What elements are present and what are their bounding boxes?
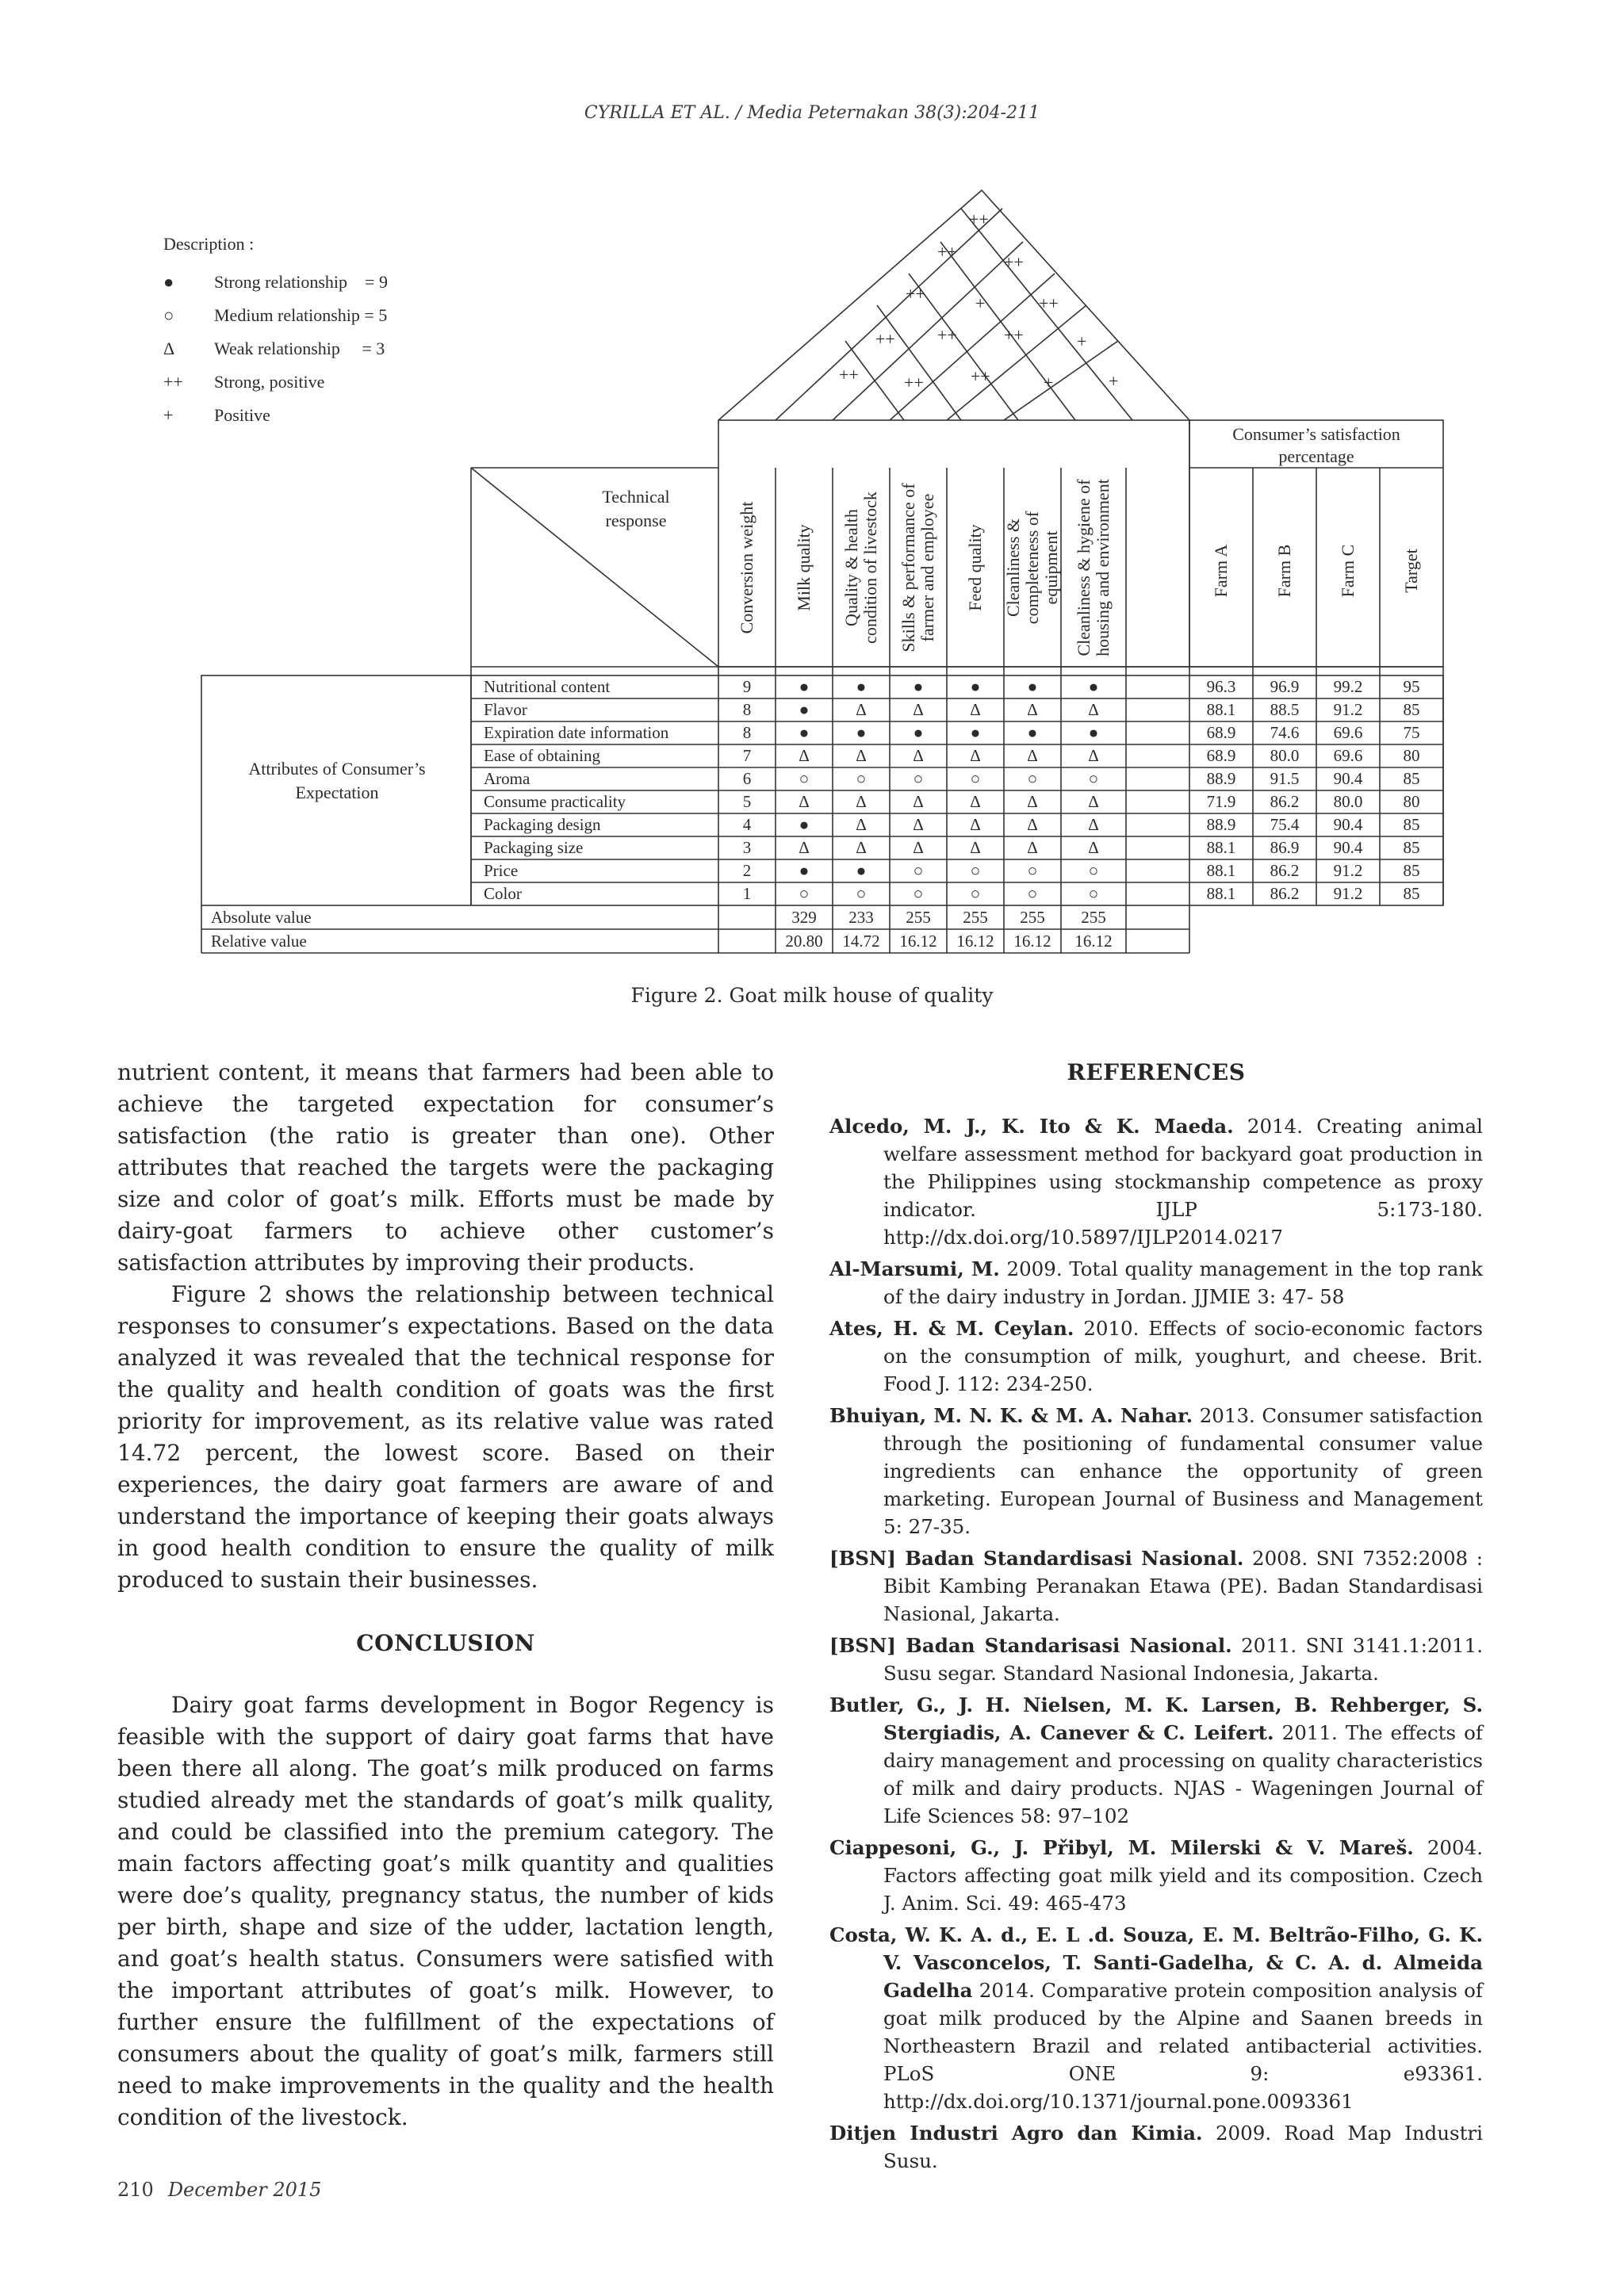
attribute-name: Nutritional content xyxy=(484,677,611,696)
reference-item xyxy=(829,1691,1483,1830)
col-header-equipment: Cleanliness & completeness of equipment xyxy=(1003,511,1061,625)
figure-caption: Figure 2. Goat milk house of quality xyxy=(630,984,994,1007)
weight-cell: 5 xyxy=(742,792,752,811)
relationship-cell: ● xyxy=(1027,677,1038,696)
relationship-cell: Δ xyxy=(856,815,867,834)
reference-item xyxy=(829,1544,1483,1628)
relationship-cell: Δ xyxy=(856,792,867,811)
farm-a-cell: 88.1 xyxy=(1206,884,1236,903)
relationship-cell: ○ xyxy=(970,884,981,903)
reference-authors: [BSN] Badan Standardisasi Nasional. xyxy=(829,1547,1244,1570)
roof-mark: ++ xyxy=(1004,252,1024,272)
farm-b-cell: 86.9 xyxy=(1270,838,1300,857)
roof-mark: + xyxy=(1109,371,1119,391)
relationship-cell: Δ xyxy=(1027,838,1038,857)
relationship-cell: Δ xyxy=(913,815,924,834)
absolute-value-cell: 255 xyxy=(1020,908,1045,927)
absolute-value-cell: 255 xyxy=(963,908,988,927)
weight-cell: 1 xyxy=(742,884,752,903)
target-cell: 85 xyxy=(1403,815,1420,834)
col-header-target: Target xyxy=(1401,549,1421,593)
reference-details: 2010. Effects of socio-economic factors on the consumption of milk, youghurt, and cheese. Brit. Food J. 112: 234-250. xyxy=(883,1317,1483,1395)
reference-authors: Ates, H. & M. Ceylan. xyxy=(829,1317,1074,1340)
attributes-label: Attributes of Consumer’s Expectation xyxy=(248,759,426,802)
attribute-name: Expiration date information xyxy=(484,723,669,742)
relationship-cell: ○ xyxy=(799,884,810,903)
farm-c-cell: 99.2 xyxy=(1333,677,1363,696)
roof-mark: ++ xyxy=(875,329,895,349)
relative-value-cell: 16.12 xyxy=(1074,932,1113,951)
farm-b-cell: 74.6 xyxy=(1270,723,1300,742)
farm-a-cell: 68.9 xyxy=(1206,746,1236,765)
farm-c-cell: 91.2 xyxy=(1333,884,1363,903)
relationship-cell: Δ xyxy=(1088,792,1099,811)
target-cell: 75 xyxy=(1403,723,1420,742)
relationship-cell: ● xyxy=(1088,677,1099,696)
target-cell: 80 xyxy=(1403,792,1420,811)
relationship-cell: Δ xyxy=(970,838,981,857)
table-row xyxy=(0,836,1624,859)
farm-b-cell: 86.2 xyxy=(1270,861,1300,880)
legend-text: Medium relationship = 5 xyxy=(214,305,388,325)
relationship-cell: ● xyxy=(799,815,810,834)
conclusion-paragraph: Dairy goat farms development in Bogor Regency is feasible with the support of dairy goat farms that have been there all along. The goat’s milk produced on farms studied already met the standards of goat’s milk quality, and could be classified into the premium category. The main factors affecting goat’s milk quantity and qualities were doe’s quality, pregnancy status, the number of kids per birth, shape and size of the udder, lactation length, and goat’s health status. Consumers were satisfied with the important attributes of goat’s milk. However, to further ensure the fulfillment of the expectations of consumers about the quality of goat’s milk, farmers still need to make improvements in the quality and the health condition of the livestock. xyxy=(117,1692,774,2130)
farm-b-cell: 86.2 xyxy=(1270,884,1300,903)
relationship-cell: Δ xyxy=(913,792,924,811)
relationship-cell: Δ xyxy=(1088,746,1099,765)
farm-a-cell: 88.1 xyxy=(1206,838,1236,857)
relationship-cell: Δ xyxy=(913,700,924,719)
relative-value-cell: 16.12 xyxy=(956,932,994,951)
weak-relationship-symbol: Δ xyxy=(163,339,175,358)
attribute-name: Packaging design xyxy=(484,815,601,834)
weight-cell: 8 xyxy=(742,700,752,719)
relationship-cell: ● xyxy=(1027,723,1038,742)
reference-item xyxy=(829,1112,1483,1251)
table-row xyxy=(0,767,1624,790)
farm-a-cell: 68.9 xyxy=(1206,723,1236,742)
relationship-cell: Δ xyxy=(1027,815,1038,834)
col-header-farm-b: Farm B xyxy=(1274,544,1294,598)
page-number: 210 xyxy=(117,2179,154,2201)
farm-a-cell: 96.3 xyxy=(1206,677,1236,696)
table-row xyxy=(0,675,1624,698)
legend-text: Positive xyxy=(214,405,270,425)
reference-details: 2009. Road Map Industri Susu. xyxy=(883,2122,1483,2172)
farm-b-cell: 88.5 xyxy=(1270,700,1300,719)
relationship-cell: Δ xyxy=(799,838,810,857)
roof-mark: ++ xyxy=(906,284,925,304)
reference-authors: Bhuiyan, M. N. K. & M. A. Nahar. xyxy=(829,1404,1193,1427)
farm-c-cell: 91.2 xyxy=(1333,861,1363,880)
relationship-cell: ● xyxy=(799,677,810,696)
relationship-cell: Δ xyxy=(856,700,867,719)
reference-authors: Ditjen Industri Agro dan Kimia. xyxy=(829,2122,1203,2145)
farm-c-cell: 69.6 xyxy=(1333,746,1363,765)
attribute-name: Flavor xyxy=(484,700,527,719)
reference-details: 2009. Total quality management in the top rank of the dairy industry in Jordan. JJMIE 3: 47- 58 xyxy=(883,1257,1483,1308)
relationship-cell: Δ xyxy=(913,838,924,857)
col-header-farm-c: Farm C xyxy=(1338,544,1358,598)
reference-details: 2014. Creating animal welfare assessment method for backyard goat production in the Philippines using stockmanship competence as proxy indicator. IJLP 5:173-180. http://dx.doi.org/10.5897/IJLP2014.0217 xyxy=(883,1115,1483,1249)
reference-authors: Butler, G., J. H. Nielsen, M. K. Larsen, B. Rehberger, S. Stergiadis, A. Canever & C. Leifert. xyxy=(829,1693,1483,1744)
roof-mark: ++ xyxy=(1004,325,1024,345)
relationship-cell: Δ xyxy=(1088,815,1099,834)
positive-symbol: + xyxy=(163,405,174,425)
weight-cell: 6 xyxy=(742,769,752,788)
target-cell: 85 xyxy=(1403,838,1420,857)
farm-a-cell: 88.1 xyxy=(1206,700,1236,719)
references-heading: REFERENCES xyxy=(1067,1059,1246,1085)
relative-value-cell: 16.12 xyxy=(899,932,937,951)
relationship-cell: ● xyxy=(799,700,810,719)
col-header-livestock: Quality & health condition of livestock xyxy=(841,492,880,644)
relationship-cell: ● xyxy=(856,677,867,696)
absolute-value-cell: 329 xyxy=(791,908,817,927)
reference-details: 2008. SNI 7352:2008 : Bibit Kambing Peranakan Etawa (PE). Badan Standardisasi Nasional, Jakarta. xyxy=(883,1547,1483,1625)
relationship-cell: Δ xyxy=(970,815,981,834)
table-row xyxy=(0,721,1624,744)
relationship-cell: ● xyxy=(856,723,867,742)
attribute-name: Color xyxy=(484,884,522,903)
target-cell: 80 xyxy=(1403,746,1420,765)
reference-authors: Al-Marsumi, M. xyxy=(829,1257,1000,1280)
farm-c-cell: 90.4 xyxy=(1333,815,1363,834)
reference-item xyxy=(829,2119,1483,2175)
relationship-cell: Δ xyxy=(1027,700,1038,719)
relationship-cell: Δ xyxy=(970,746,981,765)
col-header-milk: Milk quality xyxy=(794,524,814,611)
technical-response-label: Technical response xyxy=(602,487,670,530)
relationship-cell: ● xyxy=(799,723,810,742)
relationship-cell: Δ xyxy=(970,700,981,719)
target-cell: 95 xyxy=(1403,677,1420,696)
strong-relationship-symbol: ● xyxy=(163,272,174,292)
attribute-name: Consume practicality xyxy=(484,792,626,811)
table-row xyxy=(0,744,1624,767)
reference-item xyxy=(829,1834,1483,1917)
relationship-cell: ○ xyxy=(970,769,981,788)
table-row xyxy=(0,882,1624,905)
farm-c-cell: 69.6 xyxy=(1333,723,1363,742)
relationship-cell: ● xyxy=(970,723,981,742)
relative-value-cell: 16.12 xyxy=(1013,932,1051,951)
roof-mark: ++ xyxy=(1039,293,1059,313)
relationship-cell: ○ xyxy=(913,861,924,880)
farm-a-cell: 88.1 xyxy=(1206,861,1236,880)
relationship-cell: Δ xyxy=(1027,746,1038,765)
reference-item xyxy=(829,1402,1483,1540)
table-row xyxy=(0,790,1624,813)
relationship-cell: Δ xyxy=(970,792,981,811)
attribute-name: Packaging size xyxy=(484,838,584,857)
roof-mark: ++ xyxy=(937,325,957,345)
absolute-value-row xyxy=(0,906,1624,929)
roof-mark: ++ xyxy=(937,242,957,262)
relationship-cell: ● xyxy=(856,861,867,880)
relationship-cell: ○ xyxy=(1027,769,1038,788)
absolute-value-cell: 233 xyxy=(848,908,874,927)
body-paragraph: nutrient content, it means that farmers had been able to achieve the targeted expectation for consumer’s satisfaction (the ratio is greater than one). Other attributes that reached the targets were the packaging size and color of goat’s milk. Efforts must be made by dairy-goat farmers to achieve other customer’s satisfaction attributes by improving their products. xyxy=(117,1059,774,1276)
reference-authors: Alcedo, M. J., K. Ito & K. Maeda. xyxy=(829,1115,1234,1138)
reference-item xyxy=(829,1632,1483,1687)
relationship-cell: ○ xyxy=(1088,884,1099,903)
roof-mark: + xyxy=(1077,331,1087,351)
roof-mark: + xyxy=(975,293,986,313)
relationship-cell: Δ xyxy=(856,746,867,765)
absolute-value-cell: 255 xyxy=(906,908,931,927)
relationship-cell: Δ xyxy=(1088,838,1099,857)
col-header-skills: Skills & performance of farmer and employee xyxy=(898,483,937,652)
farm-c-cell: 91.2 xyxy=(1333,700,1363,719)
relationship-cell: Δ xyxy=(1088,700,1099,719)
relationship-cell: Δ xyxy=(856,838,867,857)
satisfaction-header: Consumer’s satisfaction percentage xyxy=(1232,424,1400,466)
farm-b-cell: 86.2 xyxy=(1270,792,1300,811)
farm-a-cell: 71.9 xyxy=(1206,792,1236,811)
relationship-cell: ○ xyxy=(799,769,810,788)
weight-cell: 2 xyxy=(742,861,752,880)
legend-text: Weak relationship = 3 xyxy=(214,339,385,358)
weight-cell: 7 xyxy=(742,746,752,765)
relationship-cell: Δ xyxy=(799,746,810,765)
relationship-cell: ● xyxy=(913,677,924,696)
body-paragraph: Figure 2 shows the relationship between technical responses to consumer’s expectations. Based on the data analyzed it was revealed that the technical response for the quality and health condition of goats was the first priority for improvement, as its relative value was rated 14.72 percent, the lowest score. Based on their experiences, the dairy goat farmers are aware of and understand the importance of keeping their goats always in good health condition to ensure the quality of milk produced to sustain their businesses. xyxy=(117,1281,774,1593)
relationship-cell: ○ xyxy=(1088,769,1099,788)
relationship-cell: ○ xyxy=(1027,861,1038,880)
weight-cell: 3 xyxy=(742,838,752,857)
left-column xyxy=(117,1057,774,2133)
target-cell: 85 xyxy=(1403,700,1420,719)
weight-cell: 9 xyxy=(742,677,752,696)
farm-c-cell: 90.4 xyxy=(1333,838,1363,857)
roof-mark: ++ xyxy=(971,366,990,386)
roof-mark: ++ xyxy=(904,373,924,392)
reference-details: 2004. Factors affecting goat milk yield and its composition. Czech J. Anim. Sci. 49: 465-473 xyxy=(883,1836,1483,1915)
running-head: CYRILLA ET AL. / Media Peternakan 38(3):204-211 xyxy=(584,103,1040,123)
attribute-name: Price xyxy=(484,861,519,880)
reference-details: 2011. SNI 3141.1:2011. Susu segar. Standard Nasional Indonesia, Jakarta. xyxy=(883,1634,1483,1685)
relationship-cell: ● xyxy=(970,677,981,696)
target-cell: 85 xyxy=(1403,769,1420,788)
farm-b-cell: 96.9 xyxy=(1270,677,1300,696)
legend-text: Strong relationship = 9 xyxy=(214,272,388,292)
relationship-cell: ○ xyxy=(1027,884,1038,903)
col-header-housing: Cleanliness & hygiene of housing and environment xyxy=(1074,479,1113,656)
reference-details: 2013. Consumer satisfaction through the positioning of fundamental consumer value ingredients can enhance the opportunity of green marketing. European Journal of Business and Management 5: 27-35. xyxy=(883,1404,1483,1538)
col-header-weight: Conversion weight xyxy=(737,501,756,634)
legend-title: Description : xyxy=(163,234,255,254)
relationship-cell: ● xyxy=(913,723,924,742)
col-header-farm-a: Farm A xyxy=(1211,544,1231,598)
reference-item xyxy=(829,1921,1483,2115)
farm-b-cell: 80.0 xyxy=(1270,746,1300,765)
reference-details: 2011. The effects of dairy management and processing on quality characteristics of milk and dairy products. NJAS - Wageningen Journal of Life Sciences 58: 97–102 xyxy=(883,1721,1483,1827)
farm-b-cell: 91.5 xyxy=(1270,769,1300,788)
table-row xyxy=(0,859,1624,882)
reference-details: 2014. Comparative protein composition analysis of goat milk produced by the Alpine and Saanen breeds in Northeastern Brazil and related antibacterial activities. PLoS ONE 9: e93361. http://dx.doi.org/10.1371/journal.pone.0093361 xyxy=(883,1979,1483,2113)
target-cell: 85 xyxy=(1403,861,1420,880)
farm-b-cell: 75.4 xyxy=(1270,815,1300,834)
absolute-value-cell: 255 xyxy=(1081,908,1106,927)
reference-authors: Costa, W. K. A. d., E. L .d. Souza, E. M. Beltrão-Filho, G. K. V. Vasconcelos, T. Santi-Gadelha, & C. A. d. Almeida Gadelha xyxy=(829,1923,1483,2002)
reference-item xyxy=(829,1314,1483,1398)
attribute-name: Aroma xyxy=(484,769,530,788)
relationship-cell: Δ xyxy=(1027,792,1038,811)
issue-date: December 2015 xyxy=(167,2179,322,2201)
strong-positive-symbol: ++ xyxy=(163,372,183,392)
relative-value-cell: 20.80 xyxy=(785,932,823,951)
relationship-cell: Δ xyxy=(913,746,924,765)
farm-a-cell: 88.9 xyxy=(1206,769,1236,788)
target-cell: 85 xyxy=(1403,884,1420,903)
roof-mark: ++ xyxy=(839,365,859,385)
absolute-value-label: Absolute value xyxy=(211,908,312,927)
reference-authors: Ciappesoni, G., J. Přibyl, M. Milerski & V. Mareš. xyxy=(829,1836,1414,1859)
farm-a-cell: 88.9 xyxy=(1206,815,1236,834)
legend-text: Strong, positive xyxy=(214,372,325,392)
relationship-cell: ● xyxy=(799,861,810,880)
right-column xyxy=(829,1057,1483,2179)
weight-cell: 8 xyxy=(742,723,752,742)
farm-c-cell: 90.4 xyxy=(1333,769,1363,788)
medium-relationship-symbol: ○ xyxy=(163,305,174,325)
farm-c-cell: 80.0 xyxy=(1333,792,1363,811)
attribute-name: Ease of obtaining xyxy=(484,746,600,765)
relative-value-label: Relative value xyxy=(211,932,307,951)
table-row xyxy=(0,813,1624,836)
relationship-cell: ○ xyxy=(856,884,867,903)
relative-value-row xyxy=(0,930,1624,953)
roof-mark: ++ xyxy=(969,209,989,229)
relationship-cell: Δ xyxy=(799,792,810,811)
page-footer xyxy=(117,2179,321,2201)
relative-value-cell: 14.72 xyxy=(842,932,880,951)
relationship-cell: ○ xyxy=(856,769,867,788)
table-row xyxy=(0,698,1624,721)
reference-item xyxy=(829,1255,1483,1311)
relationship-cell: ○ xyxy=(1088,861,1099,880)
relationship-cell: ● xyxy=(1088,723,1099,742)
relationship-cell: ○ xyxy=(970,861,981,880)
relationship-cell: ○ xyxy=(913,884,924,903)
conclusion-heading: CONCLUSION xyxy=(356,1630,535,1656)
col-header-feed: Feed quality xyxy=(965,524,985,611)
roof-mark: + xyxy=(1044,373,1054,392)
relationship-cell: ○ xyxy=(913,769,924,788)
weight-cell: 4 xyxy=(742,815,752,834)
reference-authors: [BSN] Badan Standarisasi Nasional. xyxy=(829,1634,1232,1657)
